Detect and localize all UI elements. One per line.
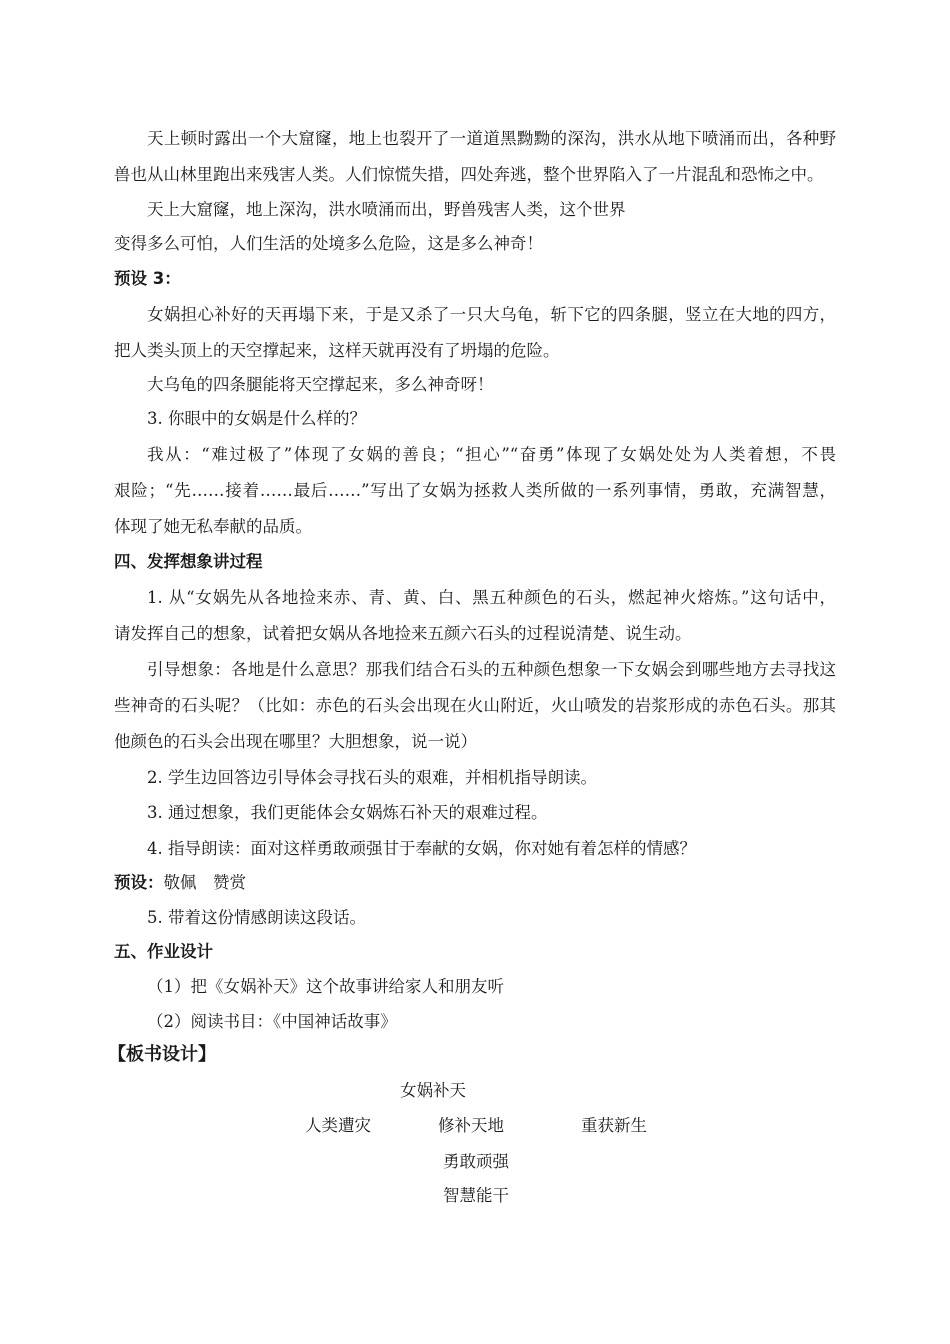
paragraph-line: 请发挥自己的想象，试着把女娲从各地捡来五颜六石头的过程说清楚、说生动。: [114, 624, 692, 643]
board-row2: 勇敢顽强: [443, 1152, 509, 1171]
homework-item: （1）把《女娲补天》这个故事讲给家人和朋友听: [147, 977, 504, 996]
preset-label: 预设：: [114, 873, 164, 892]
preset-text: 敬佩 赞赏: [163, 873, 246, 892]
section-heading: 四、发挥想象讲过程: [114, 552, 263, 571]
paragraph-line: 天上顿时露出一个大窟窿，地上也裂开了一道道黑黝黝的深沟，洪水从地下喷涌而出，各种野: [147, 129, 836, 148]
board-design-heading: 【板书设计】: [108, 1044, 216, 1065]
paragraph-line: 大乌龟的四条腿能将天空撑起来，多么神奇呀！: [147, 375, 494, 394]
paragraph-line: 2. 学生边回答边引导体会寻找石头的艰难，并相机指导朗读。: [147, 768, 597, 787]
paragraph-line: 我从：“难过极了”体现了女娲的善良；“担心”“奋勇”体现了女娲处处为人类着想，不畏: [147, 445, 836, 464]
paragraph-line: 女娲担心补好的天再塌下来，于是又杀了一只大乌龟，斩下它的四条腿，竖立在大地的四方，: [147, 305, 836, 324]
paragraph-line: 天上大窟窿，地上深沟，洪水喷涌而出，野兽残害人类，这个世界: [147, 200, 626, 219]
paragraph-line: 5. 带着这份情感朗读这段话。: [147, 908, 366, 927]
homework-item: （2）阅读书目：《中国神话故事》: [147, 1012, 397, 1031]
paragraph-line: 体现了她无私奉献的品质。: [114, 517, 312, 536]
paragraph-line: 兽也从山林里跑出来残害人类。人们惊慌失措，四处奔逃，整个世界陷入了一片混乱和恐怖之中。: [114, 165, 824, 184]
section-heading: 五、作业设计: [114, 942, 213, 961]
paragraph-line: 引导想象：各地是什么意思？那我们结合石头的五种颜色想象一下女娲会到哪些地方去寻找这: [147, 660, 836, 679]
paragraph-line: 些神奇的石头呢？（比如：赤色的石头会出现在火山附近，火山喷发的岩浆形成的赤色石头。那其: [114, 696, 836, 715]
preset-line: [114, 872, 246, 894]
board-middle: 修补天地: [438, 1116, 504, 1135]
preset-label: 预设 3：: [114, 269, 181, 288]
board-row3: 智慧能干: [443, 1186, 509, 1205]
paragraph-line: 变得多么可怕，人们生活的处境多么危险，这是多么神奇！: [114, 234, 543, 253]
board-left: 人类遭灾: [305, 1116, 371, 1135]
paragraph-line: 他颜色的石头会出现在哪里？大胆想象，说一说）: [114, 732, 477, 751]
board-right: 重获新生: [581, 1116, 647, 1135]
paragraph-line: 把人类头顶上的天空撑起来，这样天就再没有了坍塌的危险。: [114, 341, 560, 360]
question-line: 3. 你眼中的女娲是什么样的？: [147, 409, 366, 428]
paragraph-line: 1. 从“女娲先从各地捡来赤、青、黄、白、黑五种颜色的石头，燃起神火熔炼。”这句话中，: [147, 588, 836, 607]
paragraph-line: 4. 指导朗读：面对这样勇敢顽强甘于奉献的女娲，你对她有着怎样的情感？: [147, 839, 696, 858]
board-title: 女娲补天: [400, 1081, 466, 1100]
paragraph-line: 艰险；“先……接着……最后……”写出了女娲为拯救人类所做的一系列事情，勇敢，充满智慧，: [114, 481, 836, 500]
paragraph-line: 3. 通过想象，我们更能体会女娲炼石补天的艰难过程。: [147, 803, 548, 822]
